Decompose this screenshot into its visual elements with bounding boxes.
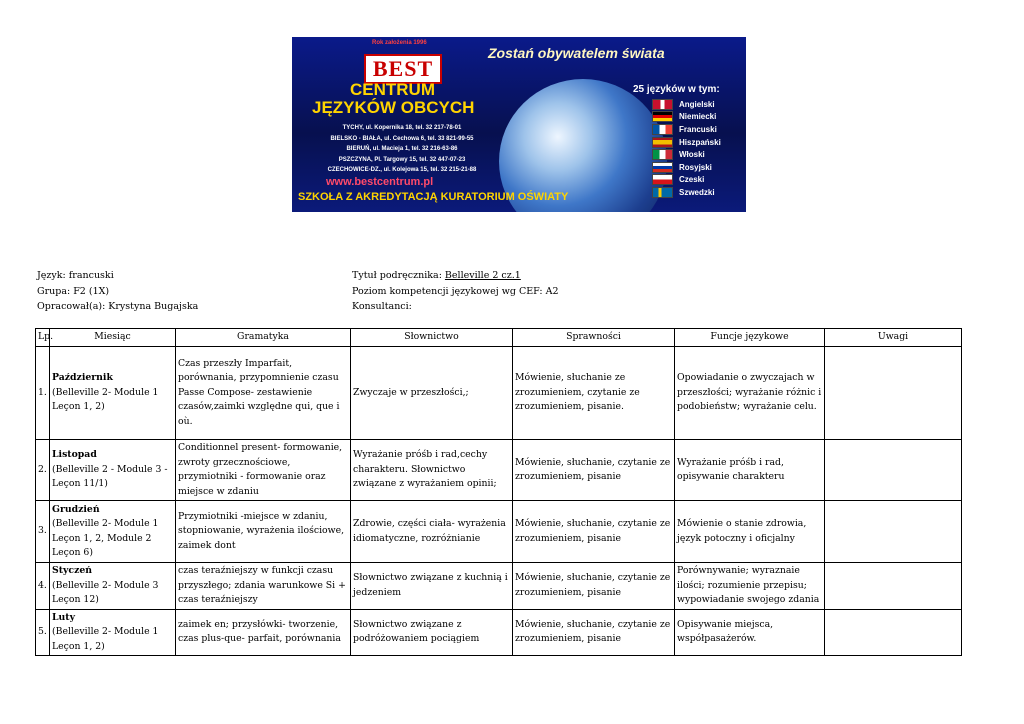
spain-flag-icon	[652, 137, 673, 148]
founded-text: Rok założenia 1996	[372, 40, 427, 46]
col-header-month: Miesiąc	[50, 329, 176, 347]
month-cell	[50, 501, 176, 563]
textbook-title: Belleville 2 cz.1	[444, 270, 521, 281]
language-item	[652, 161, 721, 174]
vocabulary-cell: Wyrażanie próśb i rad,cechy charakteru. Słownictwo związane z wyrażaniem opinii;	[351, 440, 513, 501]
month-name: Styczeń	[52, 565, 93, 576]
table-header-row	[36, 329, 962, 347]
row-number: 4.	[36, 563, 50, 610]
module-ref: (Belleville 2- Module 3 Leçon 12)	[52, 579, 159, 605]
language-item	[652, 186, 721, 199]
group-field: Grupa: F2 (1X)	[37, 285, 110, 297]
row-number: 1.	[36, 347, 50, 440]
language-label: Hiszpański	[679, 137, 721, 147]
cef-level-field: Poziom kompetencji językowej wg CEF: A2	[352, 285, 559, 297]
website-text: www.bestcentrum.pl	[326, 176, 434, 188]
language-label: Francuski	[679, 124, 717, 134]
functions-cell: Opisywanie miejsca, współpasażerów.	[675, 609, 825, 656]
row-number: 5.	[36, 609, 50, 656]
functions-cell: Opowiadanie o zwyczajach w przeszłości; wyrażanie różnic i podobieństw; wyrażanie celu.	[675, 347, 825, 440]
language-label: Włoski	[679, 150, 705, 160]
language-label: Angielski	[679, 99, 715, 109]
functions-cell: Porównywanie; wyraznaie ilości; rozumienie przepisu; wypowiadanie swojego zdania	[675, 563, 825, 610]
month-name: Luty	[52, 611, 75, 623]
table-row	[36, 347, 962, 440]
row-number: 2.	[36, 440, 50, 501]
banner-slogan: Zostań obywatelem świata	[488, 45, 665, 61]
language-item	[652, 123, 721, 136]
address-line: PSZCZYNA, Pl. Targowy 15, tel. 32 447-07-23	[338, 156, 466, 163]
textbook-label: Tytuł podręcznika:	[352, 270, 445, 281]
col-header-skills: Sprawności	[513, 329, 675, 347]
uk-flag-icon	[652, 99, 673, 110]
functions-cell: Mówienie o stanie zdrowia, język potoczny i oficjalny	[675, 501, 825, 563]
month-cell	[50, 563, 176, 610]
table-row	[36, 440, 962, 501]
col-header-notes: Uwagi	[825, 329, 962, 347]
vocabulary-cell: Zwyczaje w przeszłości,;	[351, 347, 513, 440]
functions-cell: Wyrażanie próśb i rad, opisywanie charakteru	[675, 440, 825, 501]
vocabulary-cell: Zdrowie, części ciała- wyrażenia idiomatyczne, rozróżnianie	[351, 501, 513, 563]
vocabulary-cell: Słownictwo związane z kuchnią i jedzeniem	[351, 563, 513, 610]
best-logo: BEST	[364, 54, 442, 84]
language-label: Niemiecki	[679, 112, 717, 122]
grammar-cell: Przymiotniki -miejsce w zdaniu, stopniowanie, wyrażenia ilościowe, zaimek dont	[176, 501, 351, 563]
germany-flag-icon	[652, 111, 673, 122]
consultants-field: Konsultanci:	[352, 301, 412, 312]
school-name-line1: CENTRUM	[350, 80, 435, 99]
languages-list	[652, 98, 721, 199]
language-field: Język: francuski	[37, 270, 114, 281]
syllabus-table	[35, 328, 962, 656]
accreditation-text: SZKOŁA Z AKREDYTACJĄ KURATORIUM OŚWIATY	[298, 191, 569, 203]
address-line: TYCHY, ul. Kopernika 18, tel. 32 217-78-01	[342, 125, 462, 131]
notes-cell	[825, 609, 962, 656]
month-cell	[50, 347, 176, 440]
language-label: Szwedzki	[679, 187, 715, 197]
notes-cell	[825, 501, 962, 563]
row-number: 3.	[36, 501, 50, 563]
italy-flag-icon	[652, 149, 673, 160]
grammar-cell: Czas przeszły Imparfait, porównania, przypomnienie czasu Passe Compose- zestawienie czasów,zaimki względne qui, que i où.	[176, 347, 351, 440]
skills-cell: Mówienie, słuchanie ze zrozumieniem, czytanie ze zrozumieniem, pisanie.	[513, 347, 675, 440]
grammar-cell: czas teraźniejszy w funkcji czasu przyszłego; zdania warunkowe Si + czas teraźniejszy	[176, 563, 351, 610]
sweden-flag-icon	[652, 187, 673, 198]
school-name-line2: JĘZYKÓW OBCYCH	[312, 98, 475, 117]
module-ref: (Belleville 2- Module 1 Leçon 1, 2)	[52, 386, 159, 413]
skills-cell: Mówienie, słuchanie, czytanie ze zrozumieniem, pisanie	[513, 501, 675, 563]
skills-cell: Mówienie, słuchanie, czytanie ze zrozumieniem, pisanie	[513, 440, 675, 501]
address-line: BIELSKO - BIAŁA, ul. Cechowa 6, tel. 33 821-99-55	[330, 135, 474, 142]
skills-cell: Mówienie, słuchanie, czytanie ze zrozumieniem, pisanie	[513, 563, 675, 610]
table-row	[36, 609, 962, 656]
language-item	[652, 174, 721, 187]
textbook-field	[352, 268, 559, 284]
france-flag-icon	[652, 124, 673, 135]
table-row	[36, 501, 962, 563]
language-label: Czeski	[679, 175, 705, 185]
module-ref: (Belleville 2- Module 1 Leçon 1, 2, Module 2 Leçon 6)	[52, 518, 159, 558]
col-header-vocabulary: Słownictwo	[351, 329, 513, 347]
month-cell	[50, 609, 176, 656]
month-name: Grudzień	[52, 503, 100, 515]
table-row	[36, 563, 962, 610]
col-header-lp: Lp.	[36, 329, 50, 347]
notes-cell	[825, 563, 962, 610]
language-item	[652, 98, 721, 111]
language-item	[652, 136, 721, 149]
russia-flag-icon	[652, 162, 673, 173]
grammar-cell: zaimek en; przysłówki- tworzenie, czas plus-que- parfait, porównania	[176, 609, 351, 656]
month-name: Listopad	[52, 449, 97, 461]
banner-school-name	[312, 81, 474, 117]
notes-cell	[825, 347, 962, 440]
vocabulary-cell: Słownictwo związane z podróżowaniem pociągiem	[351, 609, 513, 656]
school-banner	[292, 37, 746, 212]
language-item	[652, 111, 721, 124]
col-header-functions: Funcje językowe	[675, 329, 825, 347]
course-info-right	[352, 268, 559, 315]
grammar-cell: Conditionnel present- formowanie, zwroty grzecznościowe, przymiotniki - formowanie oraz miejsce w zdaniu	[176, 440, 351, 501]
czech-flag-icon	[652, 174, 673, 185]
language-item	[652, 148, 721, 161]
skills-cell: Mówienie, słuchanie, czytanie ze zrozumieniem, pisanie	[513, 609, 675, 656]
module-ref: (Belleville 2 - Module 3 - Leçon 11/1)	[52, 463, 168, 490]
module-ref: (Belleville 2- Module 1 Leçon 1, 2)	[52, 626, 159, 652]
branch-addresses	[297, 123, 507, 176]
languages-heading: 25 języków w tym:	[633, 84, 720, 95]
language-label: Rosyjski	[679, 162, 712, 172]
author-field: Opracował(a): Krystyna Bugajska	[37, 301, 199, 312]
notes-cell	[825, 440, 962, 501]
month-cell	[50, 440, 176, 501]
course-info-left	[37, 268, 198, 315]
month-name: Październik	[52, 372, 113, 384]
address-line: CZECHOWICE-DZ., ul. Kolejowa 15, tel. 32 215-21-88	[327, 167, 477, 173]
address-line: BIERUŃ, ul. Macieja 1, tel. 32 216-63-86	[346, 146, 458, 152]
col-header-grammar: Gramatyka	[176, 329, 351, 347]
